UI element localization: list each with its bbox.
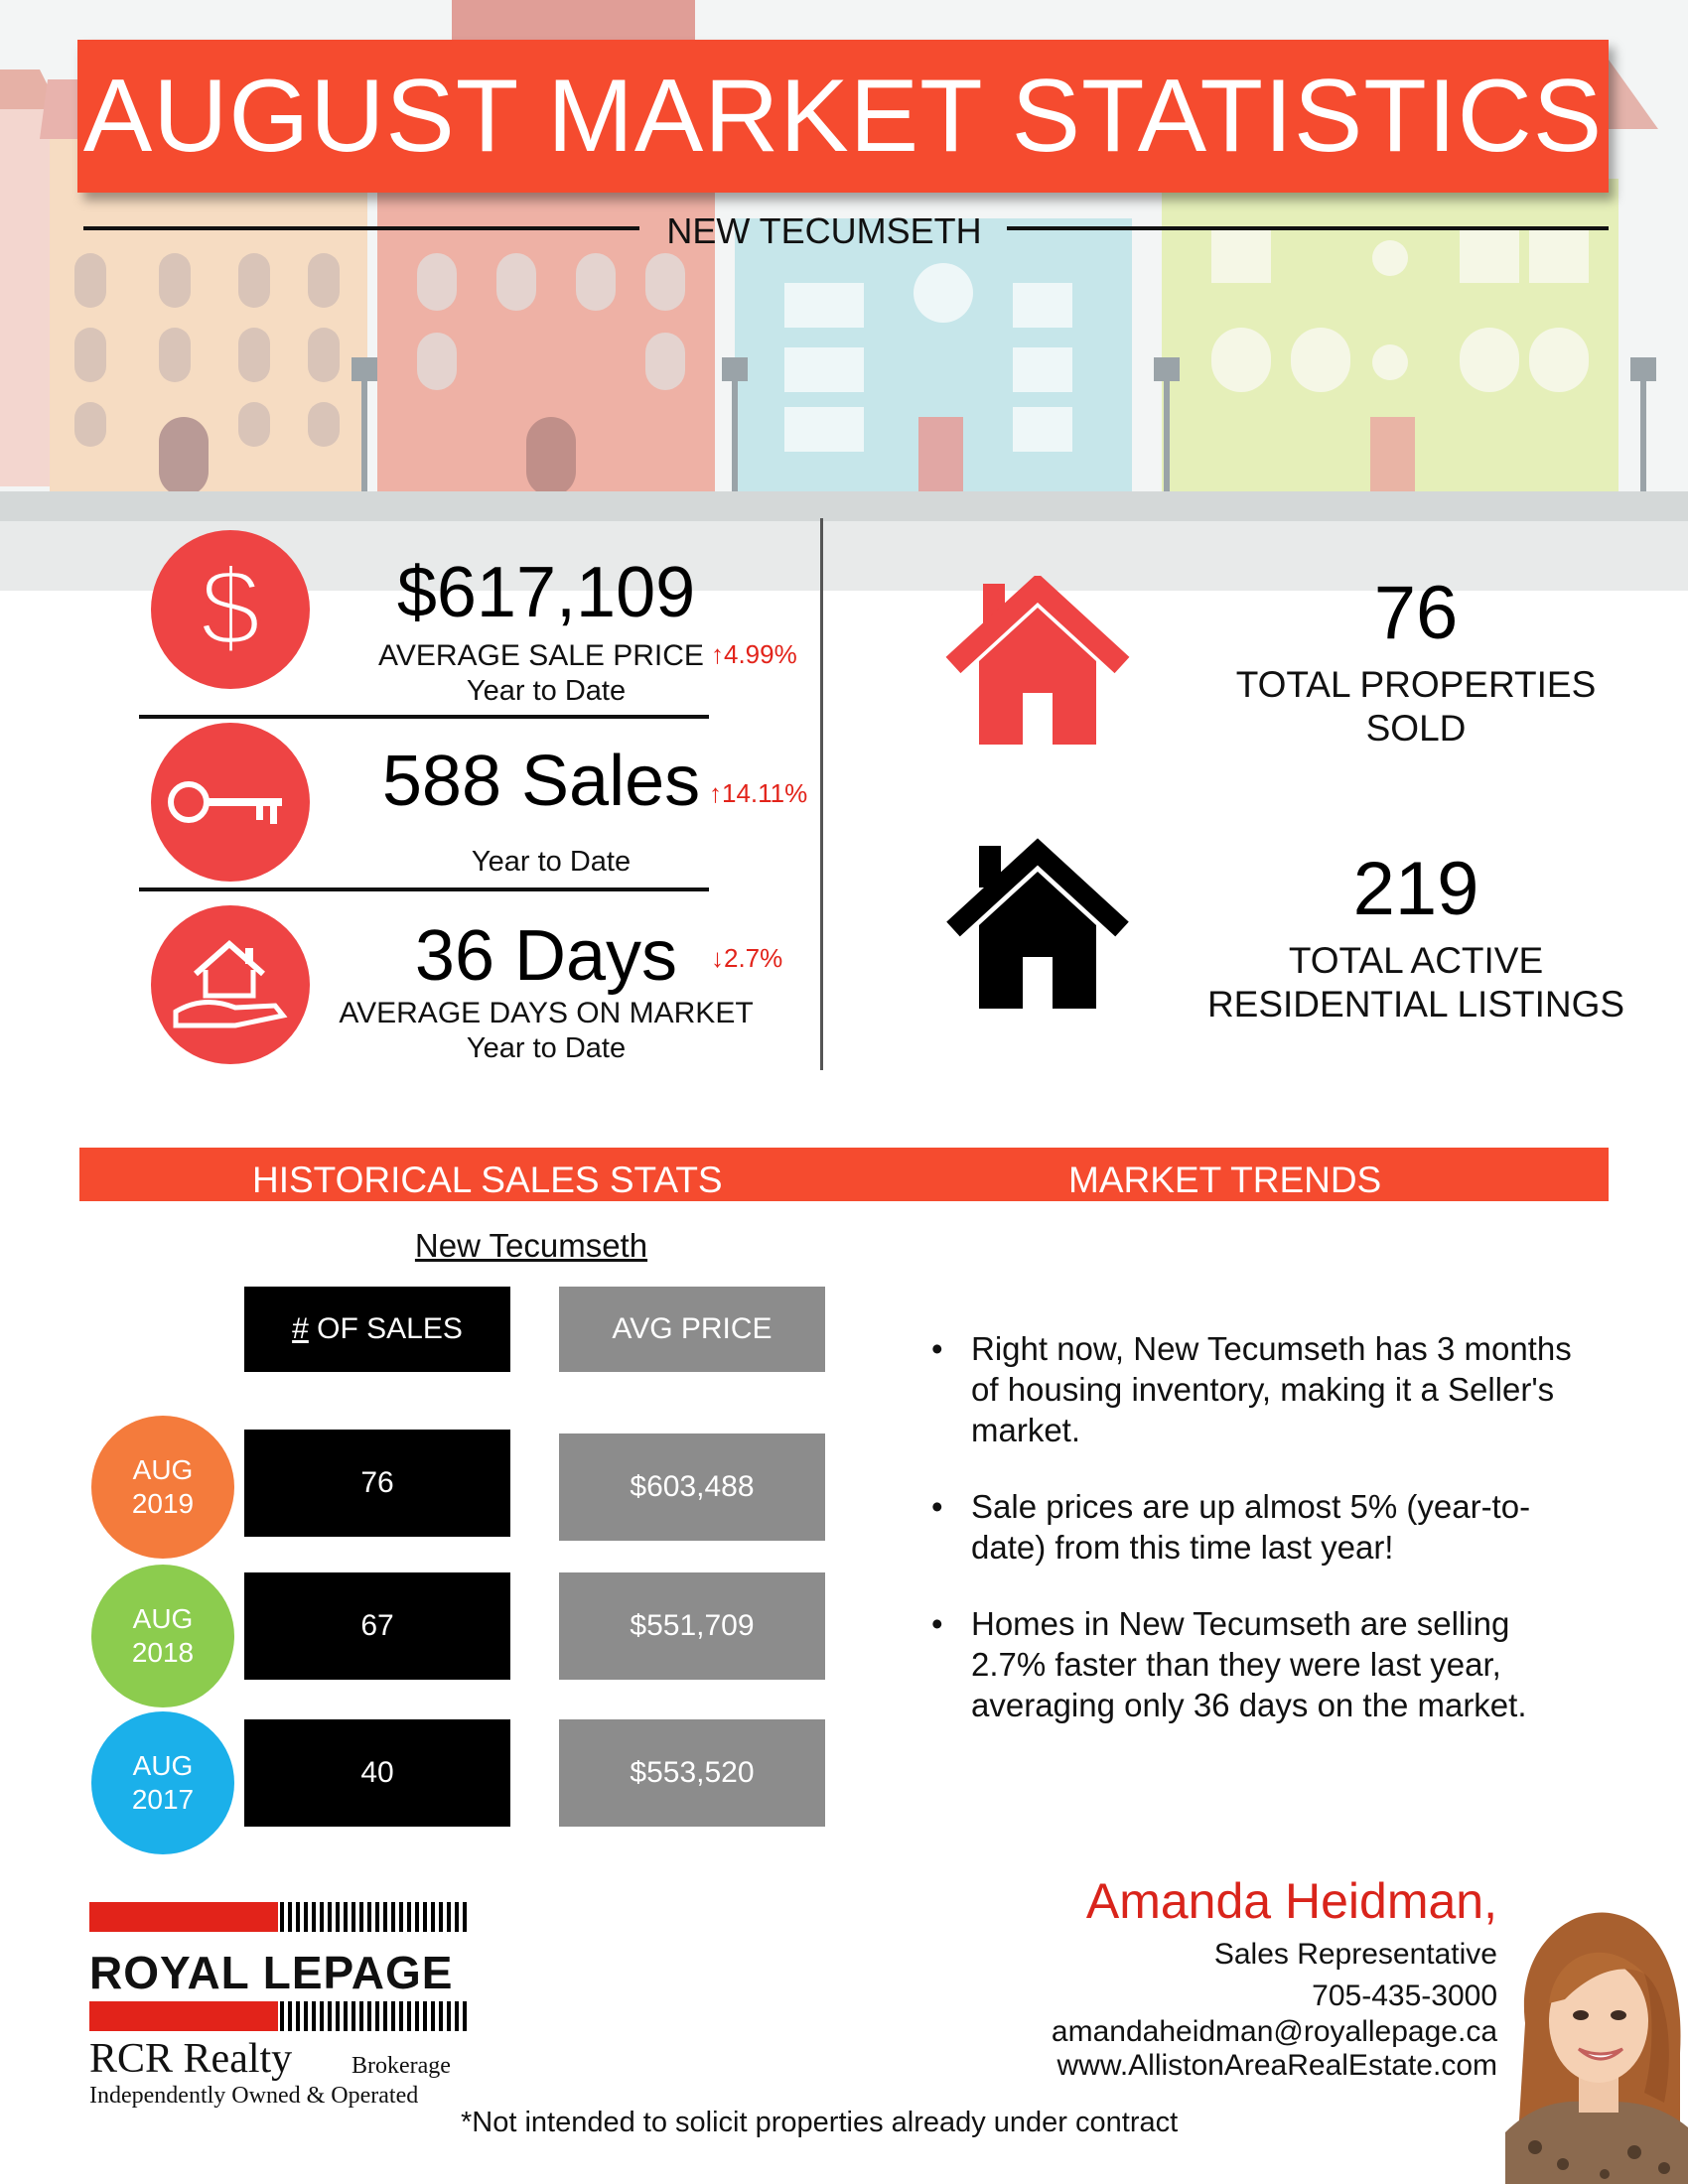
table-cell-sales: 76	[244, 1430, 510, 1537]
agent-email: amandaheidman@royallepage.ca	[1051, 2015, 1497, 2048]
stat-separator	[139, 715, 709, 719]
active-listings-label: TOTAL ACTIVE RESIDENTIAL LISTINGS	[1206, 940, 1625, 1024]
table-cell-price: $551,709	[559, 1572, 825, 1680]
royal-lepage-logo: ROYAL LEPAGE RCR Realty Brokerage Independently Owned & Operated	[89, 1902, 469, 2101]
historical-area-name: New Tecumseth	[414, 1227, 648, 1264]
disclaimer: *Not intended to solicit properties already under contract	[461, 2107, 1179, 2138]
agent-photo	[1505, 1904, 1688, 2184]
subtitle-rule-left	[83, 226, 639, 230]
subtitle-rule-right	[1007, 226, 1609, 230]
properties-sold-value: 76	[1373, 571, 1459, 655]
agent-title: Sales Representative	[1213, 1938, 1497, 1971]
table-cell-sales: 67	[244, 1572, 510, 1680]
avg-sale-price-label: AVERAGE SALE PRICE	[378, 639, 704, 672]
avg-sale-price-value: $617,109	[396, 553, 696, 632]
sales-value: 588 Sales	[381, 742, 701, 821]
key-icon	[151, 723, 310, 882]
days-sub: Year to Date	[466, 1032, 627, 1064]
list-item: • Homes in New Tecumseth are selling 2.7% faster than they were last year, averaging only 36 days on the market.	[929, 1603, 1585, 1725]
list-item: • Sale prices are up almost 5% (year-to-date) from this time last year!	[929, 1486, 1585, 1568]
trends-section-title: MARKET TRENDS	[1068, 1160, 1382, 1200]
svg-text:$: $	[200, 550, 261, 669]
agent-phone: 705-435-3000	[1312, 1979, 1497, 2012]
days-value: 36 Days	[414, 916, 678, 996]
list-item: • Right now, New Tecumseth has 3 months of housing inventory, making it a Seller's market.	[929, 1328, 1585, 1450]
stat-separator	[139, 887, 709, 891]
table-cell-price: $553,520	[559, 1719, 825, 1827]
title-banner	[77, 40, 1609, 193]
table-cell-sales: 40	[244, 1719, 510, 1827]
agent-name: Amanda Heidman,	[1085, 1873, 1497, 1929]
arrow-down-icon: ↓	[711, 943, 724, 973]
house-icon	[943, 834, 1132, 1013]
days-delta: ↓2.7%	[711, 943, 783, 973]
avg-sale-price-sub: Year to Date	[466, 675, 627, 707]
arrow-up-icon: ↑	[709, 778, 722, 808]
arrow-up-icon: ↑	[711, 639, 724, 669]
col-header-sales: # OF SALES	[244, 1287, 510, 1372]
year-badge: AUG 2017	[91, 1711, 234, 1854]
days-label: AVERAGE DAYS ON MARKET	[339, 997, 754, 1029]
page-subtitle: NEW TECUMSETH	[666, 210, 982, 251]
properties-sold-label: TOTAL PROPERTIES SOLD	[1235, 664, 1597, 749]
page-title: AUGUST MARKET STATISTICS	[82, 58, 1604, 174]
agent-website: www.AllistonAreaRealEstate.com	[1056, 2049, 1497, 2082]
year-badge: AUG 2019	[91, 1416, 234, 1559]
market-trends-list	[929, 1328, 1585, 1761]
year-badge: AUG 2018	[91, 1565, 234, 1707]
dollar-icon	[151, 530, 310, 689]
stats-vertical-divider	[820, 518, 823, 1070]
sales-delta: ↑14.11%	[709, 778, 808, 808]
avg-sale-price-delta: ↑4.99%	[711, 639, 797, 669]
sales-sub: Year to Date	[471, 846, 632, 878]
hand-house-icon	[151, 905, 310, 1064]
house-icon	[943, 576, 1132, 749]
historical-section-title: HISTORICAL SALES STATS	[252, 1160, 723, 1200]
col-header-price: AVG PRICE	[559, 1287, 825, 1372]
active-listings-value: 219	[1352, 847, 1479, 931]
table-cell-price: $603,488	[559, 1433, 825, 1541]
